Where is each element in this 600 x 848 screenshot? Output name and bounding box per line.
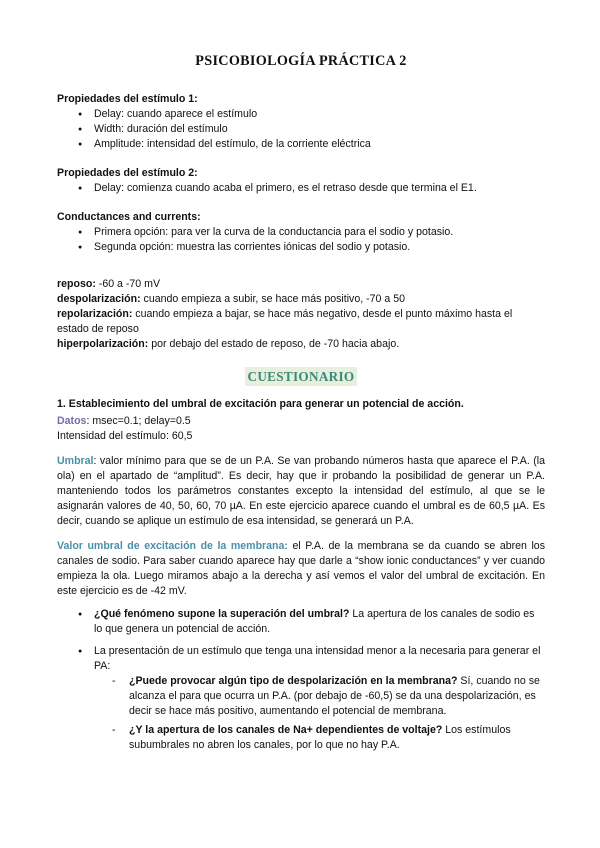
datos-text: : msec=0.1; delay=0.5: [86, 415, 191, 427]
definition-term: hiperpolarización:: [57, 338, 149, 350]
intensidad-line: Intensidad del estímulo: 60,5: [57, 430, 193, 442]
definition-term: despolarización:: [57, 293, 141, 305]
answer-text: La apertura de los canales de sodio es lo que genera un potencial de acción.: [94, 608, 535, 635]
definition-term: repolarización:: [57, 308, 133, 320]
datos-line: [57, 414, 545, 429]
valor-umbral-label: Valor umbral de excitación de la membrana:: [57, 540, 288, 552]
list-item: ● Primera opción: para ver la curva de la conductancia para el sodio y potasio.: [94, 225, 545, 240]
definitions-block: [57, 277, 545, 352]
question1-heading: 1. Establecimiento del umbral de excitación para generar un potencial de acción.: [57, 398, 464, 410]
valor-umbral-text: el P.A. de la membrana se da cuando se abren los canales de sodio. Para saber cuando aparece hay que darle a “show ionic conductances” y ver cuando empieza la ola. Luego miramos abajo a la derecha y así vemos el valor del umbral de excitación. En este ejercicio es de -42 mV.: [57, 540, 545, 597]
conductances-list: [57, 225, 545, 255]
answer-text: Sí, cuando no se alcanza el para que ocurra un P.A. (por debajo de -60,5) se da una despolarización, es decir se hace más positivo, aumentando el potencial de membrana.: [129, 675, 540, 717]
valor-umbral-paragraph: [57, 539, 545, 599]
document-page: [57, 52, 545, 760]
sub-list-item: [129, 674, 545, 719]
definition-despolarizacion: [57, 292, 545, 307]
list-item: [94, 607, 545, 637]
list-item: ● Delay: cuando aparece el estímulo: [94, 107, 545, 122]
cuestionario-section: [57, 367, 545, 386]
definition-text: cuando empieza a subir, se hace más positivo, -70 a 50: [140, 293, 406, 305]
list-item: ● Segunda opción: muestra las corrientes iónicas del sodio y potasio.: [94, 240, 545, 255]
cuestionario-heading: CUESTIONARIO: [245, 367, 358, 386]
list-item: ● Amplitude: intensidad del estímulo, de la corriente eléctrica: [94, 137, 545, 152]
definition-repolarizacion: [57, 307, 545, 337]
umbral-text: : valor mínimo para que se de un P.A. Se van probando números hasta que aparece el P.A. (la ola) en el apartado de “amplitud”. Es decir, hay que ir probando la posibilidad de generar un P.A. manteniendo todos los parámetros constantes excepto la intensidad del estímulo, al que se le asignarán valores de 40, 50, 60, 70 µA. En este ejercicio aparece cuando el umbral es de 60,5 µA. Es decir, cuando se aplique un estímulo de esa intensidad, se generará un P.A.: [57, 455, 545, 527]
list-item: ● Delay: comienza cuando acaba el primero, es el retraso desde que termina el E1.: [94, 181, 545, 196]
definition-reposo: [57, 277, 545, 292]
item-text: La presentación de un estímulo que tenga una intensidad menor a la necesaria para generar el PA:: [94, 645, 541, 672]
question-text: ¿Puede provocar algún tipo de despolarización en la membrana?: [129, 675, 458, 687]
list-item: [94, 644, 545, 753]
sub-list-item: [129, 723, 545, 753]
definition-hiperpolarizacion: [57, 337, 545, 352]
conductances-heading: Conductances and currents:: [57, 211, 201, 223]
estimulo1-heading: Propiedades del estímulo 1:: [57, 93, 198, 105]
umbral-label: Umbral: [57, 455, 94, 467]
definition-text: -60 a -70 mV: [95, 278, 161, 290]
list-item: ● Width: duración del estímulo: [94, 122, 545, 137]
question-text: ¿Qué fenómeno supone la superación del umbral?: [94, 608, 350, 620]
datos-label: Datos: [57, 415, 87, 427]
question-text: ¿Y la apertura de los canales de Na+ dependientes de voltaje?: [129, 724, 443, 736]
umbral-paragraph: [57, 454, 545, 529]
estimulo2-list: [57, 181, 545, 196]
definition-text: cuando empieza a bajar, se hace más negativo, desde el punto máximo hasta el estado de reposo: [57, 308, 513, 335]
definition-term: reposo:: [57, 278, 96, 290]
sub-question-list: [94, 674, 545, 753]
answer-text: Los estímulos subumbrales no abren los canales, por lo que no hay P.A.: [129, 724, 511, 751]
document-title: PSICOBIOLOGÍA PRÁCTICA 2: [195, 53, 407, 69]
estimulo2-heading: Propiedades del estímulo 2:: [57, 167, 198, 179]
question-list: [57, 607, 545, 753]
estimulo1-list: [57, 107, 545, 152]
definition-text: por debajo del estado de reposo, de -70 hacia abajo.: [148, 338, 400, 350]
